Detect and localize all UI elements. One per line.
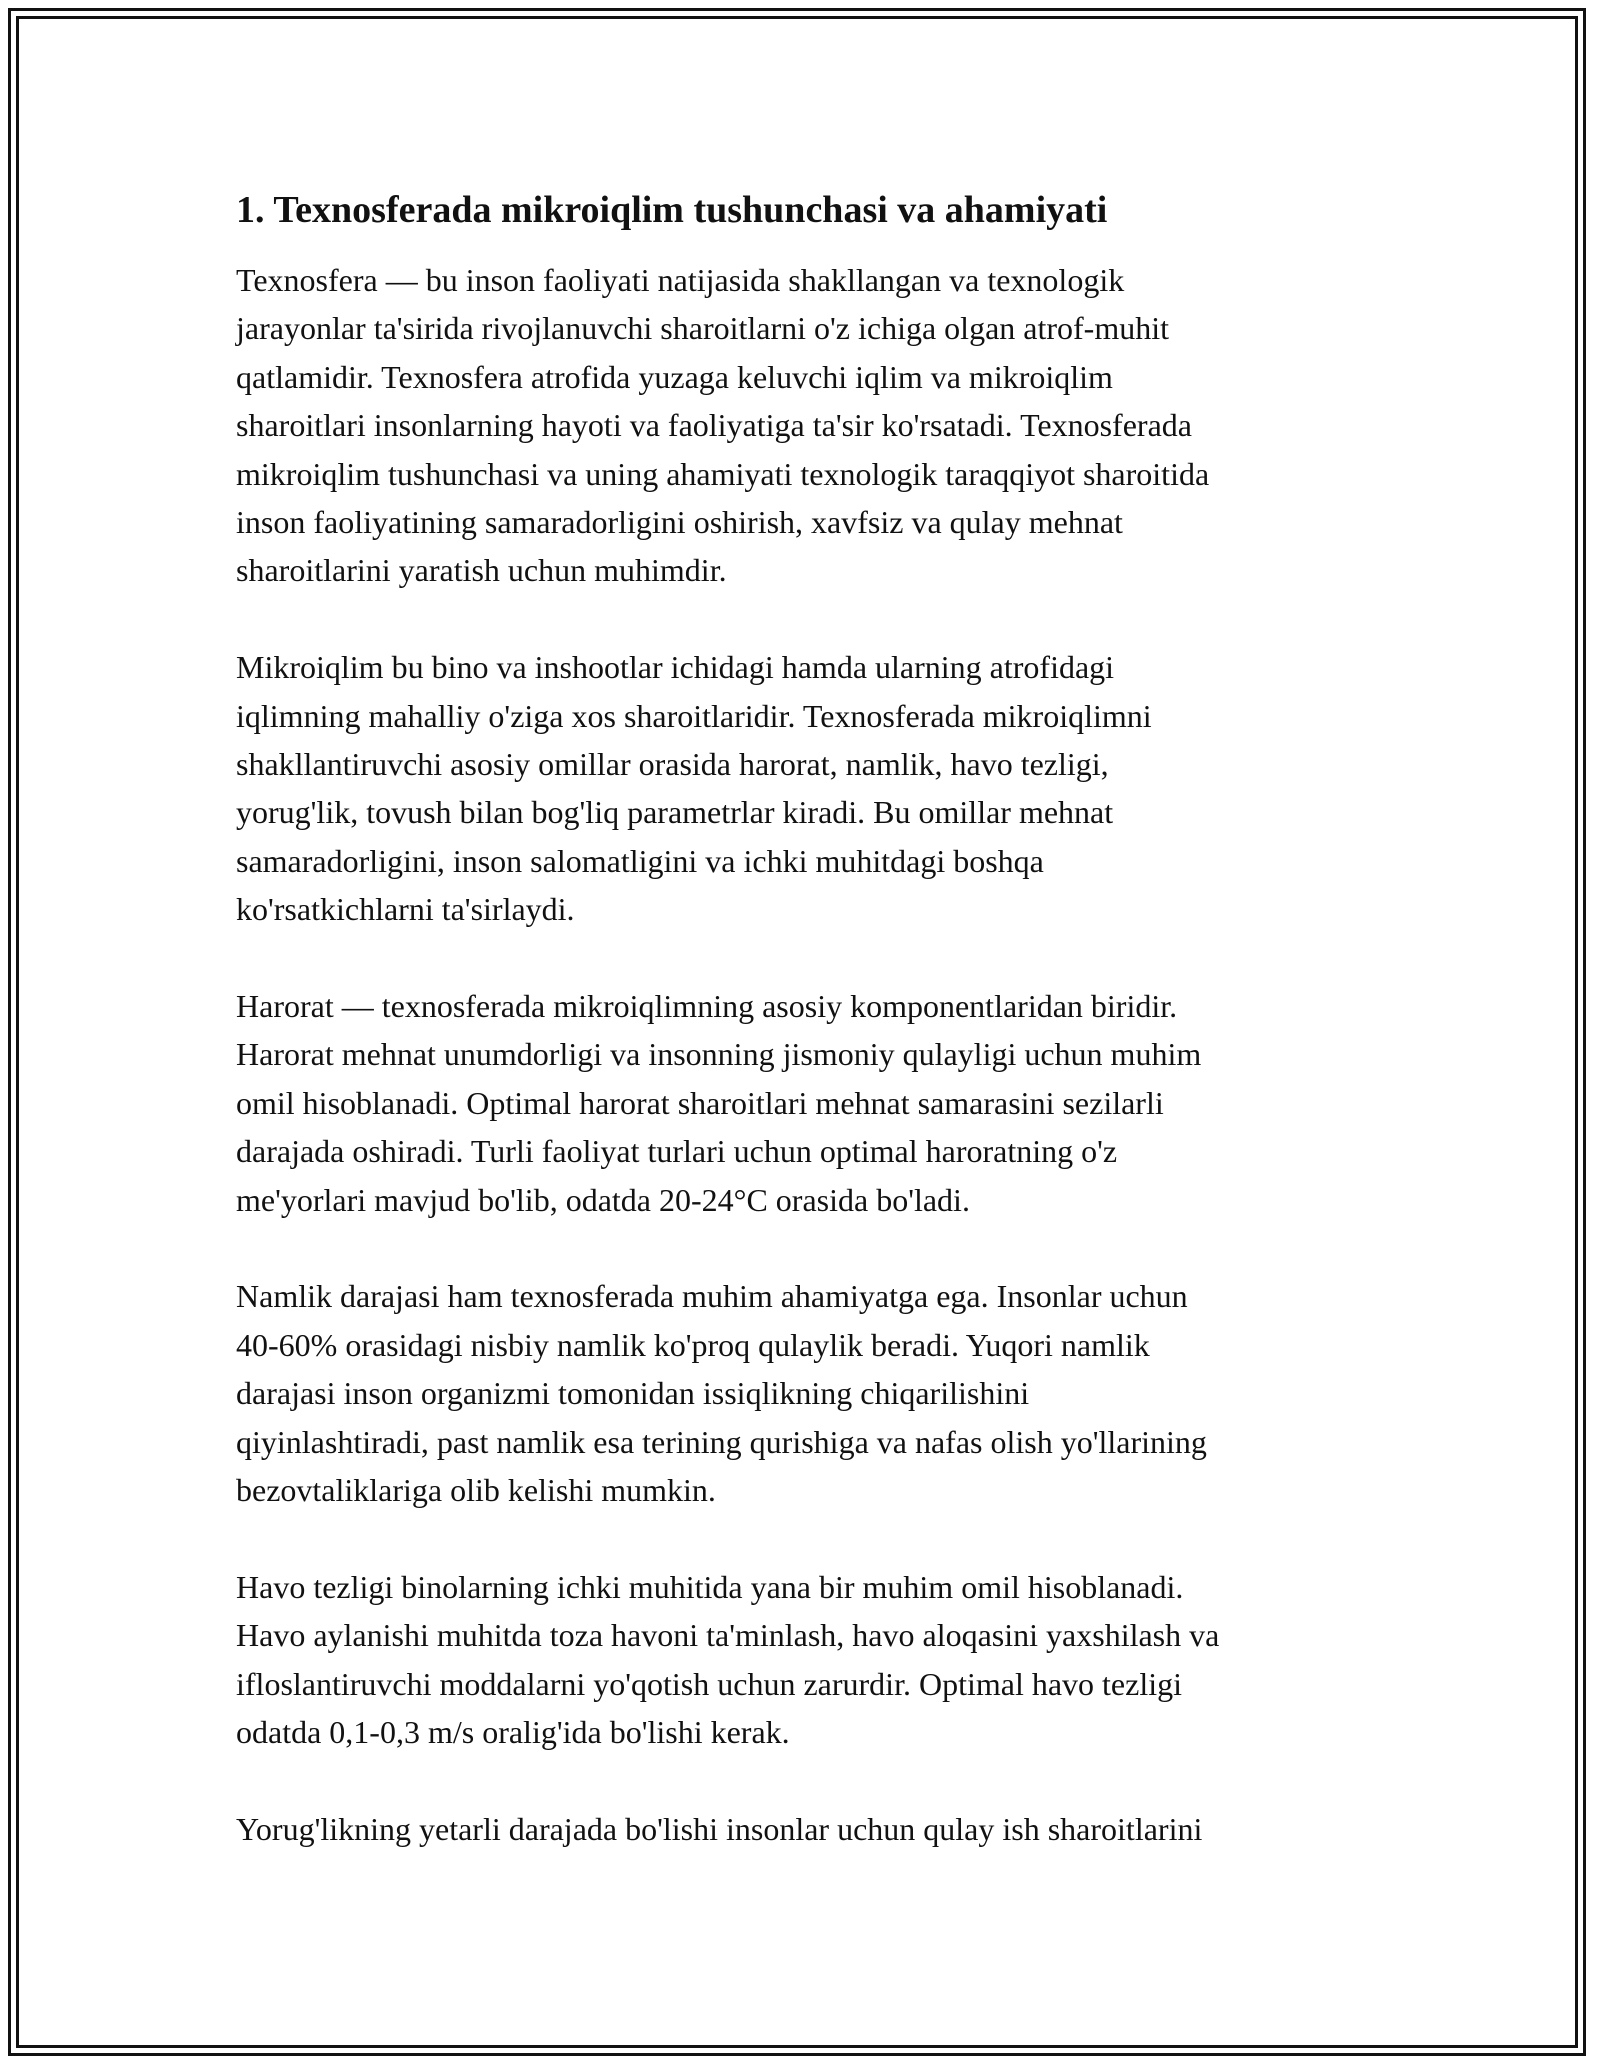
paragraph-harorat: Harorat — texnosferada mikroiqlimning asosiy komponentlaridan biridir. Harorat mehnat unumdorligi va insonning jismoniy qulayligi uchun muhim omil hisoblanadi. Optimal harorat sharoitlari mehnat samarasini sezilarli darajada oshiradi. Turli faoliyat turlari uchun optimal haroratning o'z me'yorlari mavjud bo'lib, odatda 20-24°C orasida bo'ladi. bbox=[236, 988, 1202, 1218]
section-heading: 1. Texnosferada mikroiqlim tushunchasi va ahamiyati bbox=[236, 189, 1108, 231]
paragraph-namlik: Namlik darajasi ham texnosferada muhim ahamiyatga ega. Insonlar uchun 40-60% orasidagi nisbiy namlik ko'proq qulaylik beradi. Yuqori namlik darajasi inson organizmi tomonidan issiqlikning chiqarilishini qiyinlashtiradi, past namlik esa terining qurishiga va nafas olish yo'llarining bezovtaliklariga olib kelishi mumkin. bbox=[236, 1278, 1207, 1509]
paragraph-mikroiqlim: Mikroiqlim bu bino va inshootlar ichidagi hamda ularning atrofidagi iqlimning mahalliy o'ziga xos sharoitlaridir. Texnosferada mikroiqlimni shakllantiruvchi asosiy omillar orasida harorat, namlik, havo tezligi, yorug'lik, tovush bilan bog'liq parametrlar kiradi. Bu omillar mehnat samaradorligini, inson salomatligini va ichki muhitdagi boshqa ko'rsatkichlarni ta'sirlaydi. bbox=[236, 649, 1152, 928]
document-body bbox=[236, 186, 1376, 1902]
paragraph-texnosfera: Texnosfera — bu inson faoliyati natijasida shakllangan va texnologik jarayonlar ta'sirida rivojlanuvchi sharoitlarni o'z ichiga olgan atrof-muhit qatlamidir. Texnosfera atrofida yuzaga keluvchi iqlim va mikroiqlim sharoitlari insonlarning hayoti va faoliyatiga ta'sir ko'rsatadi. Texnosferada mikroiqlim tushunchasi va uning ahamiyati texnologik taraqqiyot sharoitida inson faoliyatining samaradorligini oshirish, xavfsiz va qulay mehnat sharoitlarini yaratish uchun muhimdir. bbox=[236, 262, 1210, 589]
paragraph-havo-tezligi: Havo tezligi binolarning ichki muhitida yana bir muhim omil hisoblanadi. Havo aylanishi muhitda toza havoni ta'minlash, havo aloqasini yaxshilash va ifloslantiruvchi moddalarni yo'qotish uchun zarurdir. Optimal havo tezligi odatda 0,1-0,3 m/s oralig'ida bo'lishi kerak. bbox=[236, 1568, 1220, 1751]
paragraph-yoruglik: Yorug'likning yetarli darajada bo'lishi insonlar uchun qulay ish sharoitlarini bbox=[236, 1810, 1203, 1847]
